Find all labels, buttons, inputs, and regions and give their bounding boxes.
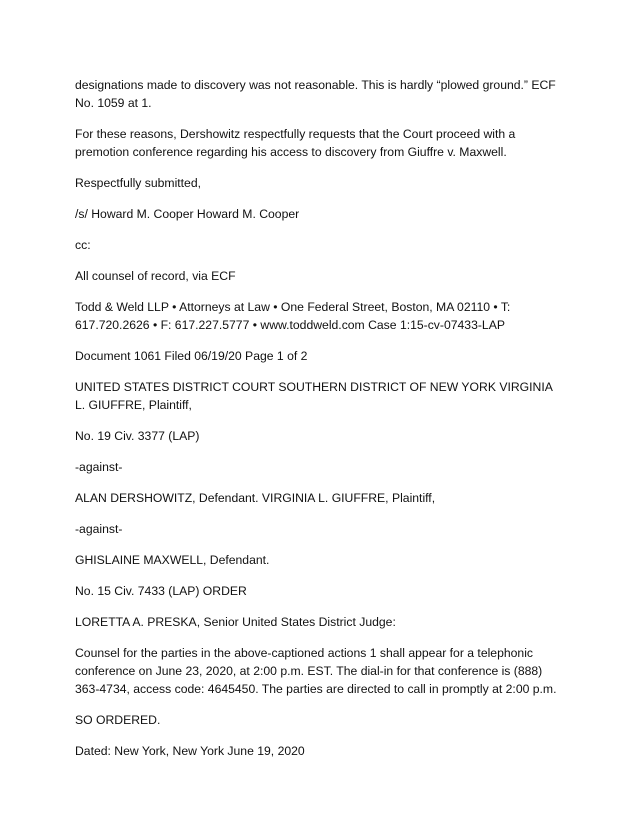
defendant-2: GHISLAINE MAXWELL, Defendant. [75, 553, 270, 567]
paragraph-request: For these reasons, Dershowitz respectfully requests that the Court proceed with a premotion conference regarding his access to discovery from Giuffre v. Maxwell. [75, 127, 516, 159]
so-ordered: SO ORDERED. [75, 713, 161, 727]
case-number-order: No. 15 Civ. 7433 (LAP) ORDER [75, 584, 247, 598]
dated-line: Dated: New York, New York June 19, 2020 [75, 744, 305, 758]
judge-line: LORETTA A. PRESKA, Senior United States District Judge: [75, 615, 396, 629]
defendant-1: ALAN DERSHOWITZ, Defendant. VIRGINIA L. GIUFFRE, Plaintiff, [75, 491, 436, 505]
signature: /s/ Howard M. Cooper Howard M. Cooper [75, 207, 300, 221]
order-text: Counsel for the parties in the above-captioned actions 1 shall appear for a telephonic conference on June 23, 2020, at 2:00 p.m. EST. The dial-in for that conference is (888) 363-4734, access code: 4645450. The parties are directed to call in promptly at 2:00 p.m. [75, 646, 557, 696]
case-number-1: No. 19 Civ. 3377 (LAP) [75, 429, 200, 443]
document-filing-info: Document 1061 Filed 06/19/20 Page 1 of 2 [75, 349, 308, 363]
against-2: -against- [75, 522, 123, 536]
paragraph-discovery-designations: designations made to discovery was not reasonable. This is hardly “plowed ground.” ECF No. 1059 at 1. [75, 78, 556, 110]
court-caption: UNITED STATES DISTRICT COURT SOUTHERN DISTRICT OF NEW YORK VIRGINIA L. GIUFFRE, Plaintiff, [75, 380, 553, 412]
cc-label: cc: [75, 238, 91, 252]
firm-footer: Todd & Weld LLP • Attorneys at Law • One Federal Street, Boston, MA 02110 • T: 617.720.2626 • F: 617.227.5777 • www.toddweld.com Case 1:15-cv-07433-LAP [75, 300, 511, 332]
document-body [75, 76, 565, 773]
cc-recipients: All counsel of record, via ECF [75, 269, 236, 283]
signoff: Respectfully submitted, [75, 176, 201, 190]
against-1: -against- [75, 460, 123, 474]
